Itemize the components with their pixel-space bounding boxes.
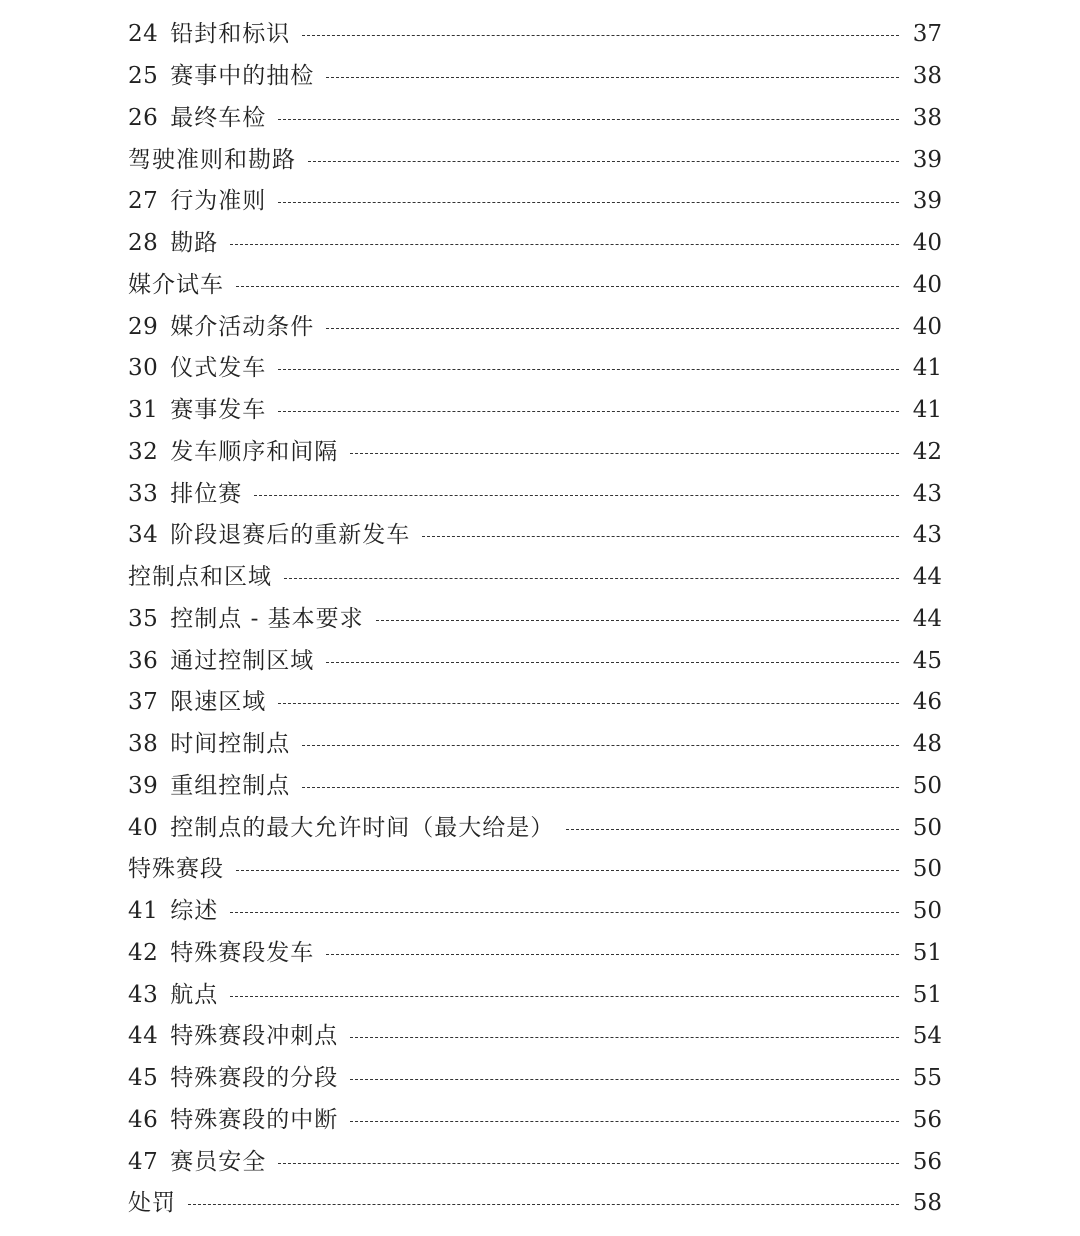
toc-page-number: 48	[912, 731, 942, 758]
toc-entry-number: 27	[128, 188, 159, 215]
toc-leader-line	[308, 161, 899, 162]
toc-leader-line	[278, 703, 898, 704]
toc-entry-title: 航点	[170, 981, 219, 1008]
toc-entry[interactable]	[128, 1183, 942, 1225]
toc-entry-title: 最终车检	[170, 104, 267, 131]
toc-leader-line	[278, 1163, 898, 1164]
toc-leader-line	[566, 829, 898, 830]
toc-entry-number: 31	[128, 397, 159, 424]
toc-leader-line	[326, 328, 898, 329]
toc-entry[interactable]	[128, 306, 942, 348]
toc-entry[interactable]	[128, 390, 942, 432]
toc-leader-line	[326, 954, 898, 955]
toc-entry-title: 控制点 - 基本要求	[170, 605, 364, 632]
toc-page-number: 41	[912, 397, 942, 424]
toc-entry[interactable]	[128, 891, 942, 933]
toc-entry-title: 媒介活动条件	[170, 313, 315, 340]
toc-entry-title: 勘路	[170, 230, 219, 257]
toc-entry-number: 33	[128, 480, 159, 507]
toc-page-number: 56	[912, 1106, 942, 1133]
toc-entry-number: 44	[128, 1023, 159, 1050]
toc-entry-number: 42	[128, 939, 159, 966]
toc-entry[interactable]	[128, 432, 942, 474]
toc-leader-line	[230, 996, 898, 997]
toc-entry[interactable]	[128, 14, 942, 56]
toc-page-number: 38	[912, 104, 942, 131]
toc-entry[interactable]	[128, 98, 942, 140]
toc-entry-number: 38	[128, 731, 159, 758]
toc-entry-number: 37	[128, 689, 159, 716]
toc-entry[interactable]	[128, 139, 942, 181]
toc-leader-line	[326, 77, 898, 78]
toc-entry-number: 26	[128, 104, 159, 131]
toc-entry[interactable]	[128, 849, 942, 891]
toc-entry-number: 43	[128, 981, 159, 1008]
toc-leader-line	[278, 411, 898, 412]
toc-leader-line	[326, 662, 898, 663]
toc-page-number: 37	[912, 21, 942, 48]
toc-entry-number: 34	[128, 522, 159, 549]
toc-page-number: 40	[912, 230, 942, 257]
toc-leader-line	[230, 912, 898, 913]
toc-leader-line	[284, 578, 899, 579]
toc-page-number: 40	[912, 271, 942, 298]
toc-entry[interactable]	[128, 724, 942, 766]
toc-page-number: 58	[912, 1190, 942, 1217]
toc-entry-title: 赛事发车	[170, 397, 267, 424]
toc-page-number: 56	[912, 1148, 942, 1175]
toc-page-number: 43	[912, 522, 942, 549]
toc-page-number: 39	[912, 188, 942, 215]
toc-section-heading: 媒介试车	[128, 271, 224, 298]
toc-entry-title: 控制点的最大允许时间（最大给是）	[170, 814, 555, 841]
toc-entry[interactable]	[128, 223, 942, 265]
toc-leader-line	[254, 495, 898, 496]
toc-entry-number: 25	[128, 63, 159, 90]
toc-leader-line	[376, 620, 899, 621]
toc-entry[interactable]	[128, 682, 942, 724]
toc-page-number: 45	[912, 647, 942, 674]
toc-page-number: 42	[912, 438, 942, 465]
toc-entry-number: 32	[128, 438, 159, 465]
toc-entry-number: 29	[128, 313, 159, 340]
toc-entry-number: 47	[128, 1148, 159, 1175]
toc-entry[interactable]	[128, 515, 942, 557]
toc-leader-line	[230, 244, 898, 245]
toc-leader-line	[350, 1121, 898, 1122]
toc-entry[interactable]	[128, 766, 942, 808]
toc-entry[interactable]	[128, 1141, 942, 1183]
toc-entry-title: 限速区域	[170, 689, 267, 716]
toc-leader-line	[236, 870, 899, 871]
toc-section-heading: 特殊赛段	[128, 856, 224, 883]
toc-entry-number: 36	[128, 647, 159, 674]
toc-page-number: 50	[912, 856, 942, 883]
toc-entry-title: 发车顺序和间隔	[170, 438, 339, 465]
toc-leader-line	[278, 202, 898, 203]
toc-entry-number: 41	[128, 898, 159, 925]
table-of-contents	[128, 14, 942, 1225]
toc-entry[interactable]	[128, 1100, 942, 1142]
toc-leader-line	[422, 536, 898, 537]
toc-entry-number: 45	[128, 1065, 159, 1092]
toc-entry[interactable]	[128, 348, 942, 390]
toc-entry-title: 重组控制点	[170, 772, 291, 799]
toc-leader-line	[188, 1204, 899, 1205]
toc-entry-number: 39	[128, 772, 159, 799]
toc-entry-title: 铅封和标识	[170, 21, 291, 48]
toc-page-number: 43	[912, 480, 942, 507]
toc-page-number: 38	[912, 63, 942, 90]
toc-entry-number: 24	[128, 21, 159, 48]
toc-entry-title: 行为准则	[170, 188, 267, 215]
toc-leader-line	[278, 119, 898, 120]
toc-page-number: 50	[912, 898, 942, 925]
toc-entry-title: 阶段退赛后的重新发车	[170, 522, 411, 549]
toc-entry[interactable]	[128, 640, 942, 682]
toc-entry-title: 综述	[170, 898, 219, 925]
toc-leader-line	[350, 1037, 898, 1038]
toc-entry-number: 40	[128, 814, 159, 841]
toc-entry-title: 排位赛	[170, 480, 243, 507]
toc-page-number: 40	[912, 313, 942, 340]
toc-leader-line	[302, 35, 898, 36]
toc-page-number: 41	[912, 355, 942, 382]
toc-page-number: 54	[912, 1023, 942, 1050]
toc-entry-number: 46	[128, 1106, 159, 1133]
toc-leader-line	[302, 787, 898, 788]
toc-entry[interactable]	[128, 265, 942, 307]
toc-entry-title: 仪式发车	[170, 355, 267, 382]
toc-page-number: 50	[912, 814, 942, 841]
toc-entry-title: 特殊赛段的中断	[170, 1106, 339, 1133]
toc-page-number: 51	[912, 939, 942, 966]
toc-entry[interactable]	[128, 933, 942, 975]
toc-leader-line	[278, 369, 898, 370]
toc-entry-title: 特殊赛段的分段	[170, 1065, 339, 1092]
toc-section-heading: 控制点和区域	[128, 564, 272, 591]
toc-entry-title: 赛员安全	[170, 1148, 267, 1175]
toc-leader-line	[350, 1079, 898, 1080]
toc-entry-title: 时间控制点	[170, 731, 291, 758]
toc-page-number: 50	[912, 772, 942, 799]
toc-entry[interactable]	[128, 1058, 942, 1100]
toc-leader-line	[350, 453, 898, 454]
toc-entry-title: 通过控制区域	[170, 647, 315, 674]
toc-entry[interactable]	[128, 557, 942, 599]
toc-section-heading: 驾驶准则和勘路	[128, 146, 296, 173]
toc-entry-number: 30	[128, 355, 159, 382]
toc-entry[interactable]	[128, 56, 942, 98]
toc-entry[interactable]	[128, 974, 942, 1016]
toc-leader-line	[236, 286, 899, 287]
toc-section-heading: 处罚	[128, 1190, 176, 1217]
toc-entry[interactable]	[128, 181, 942, 223]
toc-entry[interactable]	[128, 599, 942, 641]
toc-page-number: 46	[912, 689, 942, 716]
toc-entry-title: 特殊赛段冲刺点	[170, 1023, 339, 1050]
toc-page-number: 44	[912, 605, 942, 632]
toc-leader-line	[302, 745, 898, 746]
toc-page-number: 39	[912, 146, 942, 173]
toc-page-number: 44	[912, 564, 942, 591]
toc-entry-title: 特殊赛段发车	[170, 939, 315, 966]
toc-entry-number: 28	[128, 230, 159, 257]
toc-entry-number: 35	[128, 605, 159, 632]
toc-entry[interactable]	[128, 807, 942, 849]
toc-page-number: 55	[912, 1065, 942, 1092]
toc-entry[interactable]	[128, 1016, 942, 1058]
toc-entry-title: 赛事中的抽检	[170, 63, 315, 90]
toc-page-number: 51	[912, 981, 942, 1008]
toc-entry[interactable]	[128, 473, 942, 515]
